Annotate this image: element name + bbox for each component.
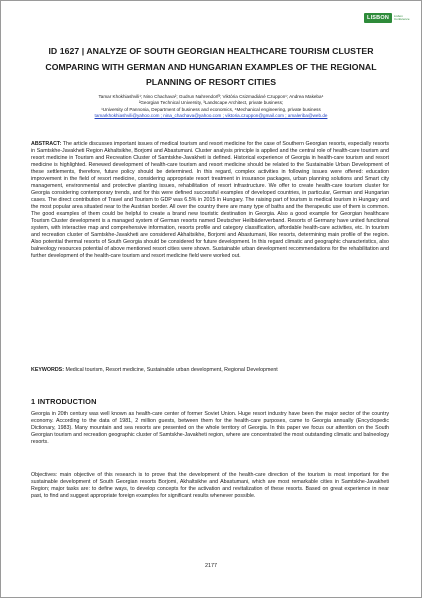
logo-mark: LISBON (364, 13, 392, 23)
conference-logo (365, 11, 410, 25)
paper-title: ID 1627 | ANALYZE OF SOUTH GEORGIAN HEALTHCARE TOURISM CLUSTER COMPARING WITH GERMAN AND HUNGARIAN EXAMPLES OF THE REGIONAL PLANNING OF RESORT CITIES (45, 46, 377, 87)
abstract-label: ABSTRACT: (31, 141, 62, 147)
section-heading-introduction: 1 INTRODUCTION (31, 397, 97, 406)
keywords-section (31, 367, 389, 374)
introduction-paragraph-2: Objectives: main objective of this research is to prove that the development of the health-care direction of the tourism is most important for the sustainable development of South Georgian resorts Borjomi, Akhaltsikhe and Abastumani, which are most remarkable cities in Samtskhe-Javakheti Region; major tasks are: to define ways, to develop concepts for the activation and revitalization of these resorts. Based on great experience in near past, to find and suggest appropriate foreign examples for significant results whenever possible. (31, 472, 389, 500)
author-emails[interactable]: tamarkhokhiashvili@yahoo.com ; nina_chachava@yahoo.com ; viktoria.czuppon@gmail.com ; amaleriba@web.de (94, 112, 328, 118)
introduction-paragraph-1: Georgia in 20th century was well known as health-care center of former Soviet Union. Huge resort industry have been the major sector of the country economy. According to the data of 1981, 2 million guests, between them for the health-care purposes, came to Georgia annually (Encyclopedic Dictionary, 1983). Many mountain and sea resorts are presented on the whole territory of Georgia. In this paper we focus our attention on the South Georgian tourism and recreation geographic cluster of Samtskhe-Javakheti region, where are concentrated the most outstanding climatic and balneology resorts. (31, 411, 389, 446)
keywords-text: Medical tourism, Resort medicine, Sustainable urban development, Regional Development (65, 367, 278, 373)
logo-subtitle: Lisbon Conference (394, 13, 410, 21)
authors-line: Tamar Khokhiashvili¹; Nino Chachava²; Gudrun Nahrendorf³; Viktória Csizmadiáné Czuppon¹; Andrea Makeba⁴ (98, 94, 324, 99)
abstract-text: The article discusses important issues of medical tourism and resort medicine for the case of Southern Georgian resorts, especially resorts in Samtskhe-Javakheti Region Akhaltsikhe, Borjomi and Abastumani. Cluster analysis principle is applied and the central role of health-care tourism and resort medicine in Tourism and Recreation Cluster of Samtskhe-Javakheti is defined. Historical experience of Georgia in health-care tourism and resort medicine is highlighted. Renewed development of health-care tourism and resort medicine should be related to the Sustainable Urban Development of these settlements, therefore, future policy should be determined. In this regard, complex activities in following issues were offered: education improvement in the field of resort medicine, considering appropriate resort treatment in insurance packages, urban planning solutions and Smart city management, environmental and protective planting issues, rehabilitation of resort infrastructure. We offer to create health-care tourism cluster for Georgia considering contemporary trends, and for this were defined successful examples of developed countries, in particular, German and Hungarian cases. The direct contribution of Travel and Tourism to GDP was 6.5% in 2015 in Hungary. The raising part of tourism is medical tourism in Hungary and the most popular area situated near to the Austrian border. All over the country there are many type of baths and the therapeutic use of them is common. The good examples of them could be helpful to create a brand new touristic destination in Georgia. Also a good example for Georgian healthcare Tourism Cluster development is a managed system of German resorts named Deutscher Heilbäderverband. Resorts of Germany have united functional system, with interactive map and comprehensive information, resorts profile and category classification, affordable health-care activities, etc. In tourism and recreation cluster of Samtskhe-Javakheti are considered Akhaltsikhe, Borjomi and Abastumani, like resorts, determining main profile of the region. Also potential thermal resorts of South Georgia should be considered for future development. In this regard climatic and geographic characteristics, also balneology resources potential of above mentioned resort cities were shown. Sustainable urban development recommendations for the rehabilitation and further development of the health-care tourism and resort medicine field were worked out. (31, 141, 389, 260)
page-number: 2177 (205, 563, 217, 569)
affiliation-line-2: ¹University of Pannonia, Department of business and economics, ⁴Mechanical engineering, private business (101, 106, 321, 112)
author-block (21, 94, 401, 119)
keywords-label: KEYWORDS: (31, 367, 64, 373)
affiliation-line-1: ²Georgian Technical University, ³Landscape Architect, private business; (138, 100, 284, 106)
abstract-section (31, 141, 389, 260)
